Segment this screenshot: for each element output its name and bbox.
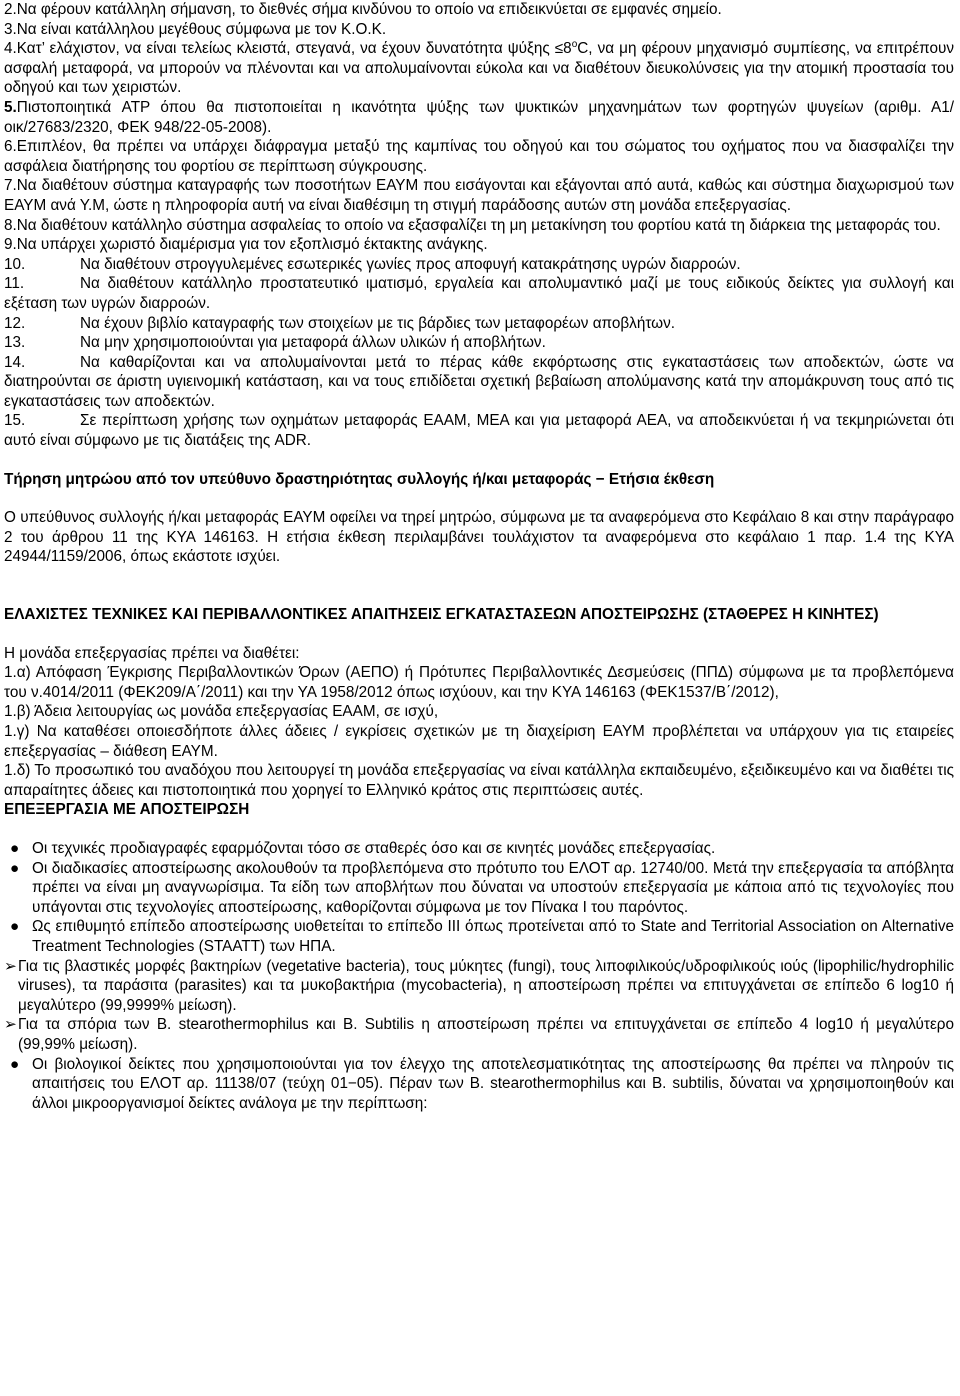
bullet-item: [4, 839, 954, 859]
list-item-text: Να διαθέτουν κατάλληλο προστατευτικό ιματισμό, εργαλεία και απολυμαντικό μαζί με τους ειδικούς δείκτες για συλλογή και εξέταση των υγρών διαρροών.: [4, 275, 954, 312]
list-item-2: 2.Να φέρουν κατάλληλη σήμανση, το διεθνές σήμα κινδύνου το οποίο να επιδεικνύεται σε εμφανές σημείο.: [4, 1, 722, 18]
list-item-text: Να διαθέτουν στρογγυλεμένες εσωτερικές γωνίες προς αποφυγή κατακράτησης υγρών διαρροών.: [80, 255, 741, 273]
list-number: 15.: [4, 412, 26, 430]
list-item-12: [4, 314, 954, 334]
arrow-icon: ➢: [4, 957, 17, 975]
list-item-5-text: 5.Πιστοποιητικά ATP όπου θα πιστοποιείται η ικανότητα ψύξης των ψυκτικών μηχανημάτων των φορτηγών ψυγείων (αριθμ. Α1/οικ/27683/2320, ΦΕΚ 948/22-05-2008).: [4, 98, 954, 136]
bullet-text: Οι τεχνικές προδιαγραφές εφαρμόζονται τόσο σε σταθερές όσο και σε κινητές μονάδες επεξεργασίας.: [32, 839, 716, 857]
list-item-text: Να έχουν βιβλίο καταγραφής των στοιχείων με τις βάρδιες των μεταφορέων αποβλήτων.: [80, 314, 676, 332]
bullet-item: [4, 917, 954, 956]
spacer: [4, 567, 954, 605]
list-item-text: Να καθαρίζονται και να απολυμαίνονται μετά το πέρας κάθε εκφόρτωσης στις εγκαταστάσεις των αποδεκτών, ώστε να διατηρούνται σε άριστη υγιεινομική κατάσταση, και να τους επιδίδεται σχετική βεβαίωση απολύμανσης κατά την απομάκρυνση τους από τις εγκαταστάσεις των αποδεκτών.: [4, 353, 954, 410]
bullet-icon: ●: [10, 918, 20, 936]
bullet-icon: ●: [10, 839, 20, 857]
list-item-11: [4, 274, 954, 313]
list-item-4-text: 4.Κατ’ ελάχιστον, να είναι τελείως κλειστά, στεγανά, να έχουν δυνατότητα ψύξης ≤8: [4, 40, 572, 58]
list-number: 13.: [4, 334, 26, 352]
spacer: [4, 625, 954, 644]
list-number: 14.: [4, 353, 26, 371]
list-item-15: [4, 411, 954, 450]
arrow-text: Για τα σπόρια των B. stearothermophilus και B. Subtilis η αποστείρωση πρέπει να επιτυγχάνεται σε επίπεδο 4 log10 ή μεγαλύτερο (99,99% μείωση).: [18, 1016, 954, 1053]
bullet-text: Οι διαδικασίες αποστείρωσης ακολουθούν τα προβλεπόμενα στο πρότυπο του ΕΛΟΤ αρ. 12740/00. Μετά την επεξεργασία τα απόβλητα πρέπει να είναι μη αναγνωρίσιμα. Τα είδη των αποβλήτων που δύναται να υποστούν επεξεργασία με κάποια από τις τεχνολογίες που υπάγονται στις τεχνολογίες αποστείρωσης, καθορίζονται σύμφωνα με τον Πίνακα Ι του παρόντος.: [32, 859, 954, 916]
bullet-text: Ως επιθυμητό επίπεδο αποστείρωσης υιοθετείται το επίπεδο ΙΙΙ όπως προτείνεται από το State and Territorial Association on Alternative Treatment Technologies (STAATT) των ΗΠΑ.: [32, 918, 954, 955]
min-requirements-heading: ΕΛΑΧΙΣΤΕΣ ΤΕΧΝΙΚΕΣ ΚΑΙ ΠΕΡΙΒΑΛΛΟΝΤΙΚΕΣ ΑΠΑΙΤΗΣΕΙΣ ΕΓΚΑΤΑΣΤΑΣΕΩΝ ΑΠΟΣΤΕΙΡΩΣΗΣ (ΣΤΑΘΕΡΕΣ Η ΚΙΝΗΤΕΣ): [4, 606, 879, 624]
registry-paragraph: Ο υπεύθυνος συλλογής ή/και μεταφοράς ΕΑΥΜ οφείλει να τηρεί μητρώο, σύμφωνα με τα αναφερόμενα στο Κεφάλαιο 8 και στην παράγραφο 2 του άρθρου 11 της ΚΥΑ 146163. Η ετήσια έκθεση περιλαμβάνει τουλάχιστον τα αναφερόμενα στο κεφάλαιο 1 παρ. 1.4 της ΚΥΑ 24944/1159/2006, όπως εκάστοτε ισχύει.: [4, 509, 954, 566]
arrow-item: [4, 957, 954, 1016]
list-item-3: 3.Να είναι κατάλληλου μεγέθους σύμφωνα με τον Κ.Ο.Κ.: [4, 20, 387, 38]
list-item-7: 7.Να διαθέτουν σύστημα καταγραφής των ποσοτήτων ΕΑΥΜ που εισάγονται και εξάγονται από αυτά, καθώς και σύστημα διαχωρισμού των ΕΑΥΜ ανά Υ.Μ, ώστε η πληροφορία αυτή να είναι διαθέσιμη τη στιγμή παράδοσης αυτών στη μονάδα επεξεργασίας.: [4, 177, 954, 214]
list-item-5: [4, 98, 954, 137]
bullet-item: [4, 1055, 954, 1114]
list-number: 10.: [4, 255, 26, 273]
document-page: [4, 0, 954, 1113]
bullet-item: [4, 859, 954, 918]
unit-item-1a: 1.α) Απόφαση Έγκρισης Περιβαλλοντικών Όρων (ΑΕΠΟ) ή Πρότυπες Περιβαλλοντικές Δεσμεύσεις (ΠΠΔ) σύμφωνα με τα προβλεπόμενα του ν.4014/2011 (ΦΕΚ209/Α΄/2011) και την ΥΑ 1958/2012 όπως ισχύουν, και την ΚΥΑ 146163 (ΦΕΚ1537/Β΄/2012),: [4, 664, 954, 701]
spacer: [4, 451, 954, 470]
bullet-text: Οι βιολογικοί δείκτες που χρησιμοποιούνται για τον έλεγχο της αποτελεσματικότητας της αποστείρωσης θα πρέπει να πληρούν τις απαιτήσεις του ΕΛΟΤ αρ. 11138/07 (τεύχη 01−05). Πέραν των B. stearothermophilus και B. subtilis, δύναται να χρησιμοποιηθούν και άλλοι μικροοργανισμοί δείκτες ανάλογα με την περίπτωση:: [32, 1055, 954, 1112]
unit-item-1b: 1.β) Άδεια λειτουργίας ως μονάδα επεξεργασίας ΕΑΑΜ, σε ισχύ,: [4, 703, 439, 721]
list-number: 11.: [4, 275, 25, 293]
list-item-9: 9.Να υπάρχει χωριστό διαμέρισμα για τον εξοπλισμό έκτακτης ανάγκης.: [4, 236, 488, 254]
list-item-8: 8.Να διαθέτουν κατάλληλο σύστημα ασφαλείας το οποίο να εξασφαλίζει τη μη μετακίνηση του φορτίου κατά τη διάρκεια της μεταφοράς του.: [4, 216, 941, 234]
unit-item-1c: 1.γ) Να καταθέσει οποιεσδήποτε άλλες άδειες / εγκρίσεις σχετικών με τη διαχείριση ΕΑΥΜ προβλέπεται να υπάρχουν για τις εταιρείες επεξεργασίας – διάθεση ΕΑΥΜ.: [4, 723, 954, 760]
list-item-6: 6.Επιπλέον, θα πρέπει να υπάρχει διάφραγμα μεταξύ της καμπίνας του οδηγού και του σώματος του οχήματος που να διασφαλίζει την ασφάλεια διατήρησης του φορτίου σε περίπτωση σύγκρουσης.: [4, 138, 954, 175]
arrow-item: [4, 1015, 954, 1054]
list-item-text: Σε περίπτωση χρήσης των οχημάτων μεταφοράς ΕΑΑΜ, ΜΕΑ και για μεταφορά ΑΕΑ, να αποδεικνύεται ή να τεκμηριώνεται ότι αυτό είναι σύμφωνο με τις διατάξεις της ADR.: [4, 412, 954, 450]
list-item-14: [4, 353, 954, 412]
spacer: [4, 820, 954, 839]
list-item-4: [4, 39, 954, 98]
list-item-13: [4, 333, 954, 353]
unit-intro: Η μονάδα επεξεργασίας πρέπει να διαθέτει:: [4, 644, 300, 662]
spacer: [4, 489, 954, 508]
bullet-icon: ●: [10, 859, 20, 877]
sterilization-list: [4, 839, 954, 1113]
degree-mark: ο: [571, 39, 578, 51]
list-item-4-rest: C, να μη φέρουν μηχανισμό συμπίεσης, να επιτρέπουν ασφαλή μεταφορά, να μπορούν να πλένονται και να απολυμαίνονται εύκολα και να διαθέτουν διευκολύνσεις για την ατομική προστασία του οδηγού και των χειριστών.: [4, 40, 954, 97]
registry-heading: Τήρηση μητρώου από τον υπεύθυνο δραστηριότητας συλλογής ή/και μεταφοράς − Ετήσια έκθεση: [4, 470, 715, 488]
list-item-10: [4, 255, 954, 275]
bullet-icon: ●: [10, 1055, 20, 1073]
arrow-text: Για τις βλαστικές μορφές βακτηρίων (vegetative bacteria), τους μύκητες (fungi), τους λιποφιλικούς/υδροφιλικούς ιούς (lipophilic/hydrophilic viruses), τα παράσιτα (parasites) και τα μυκοβακτήρια (mycobacteria), η αποστείρωση πρέπει να επιτυγχάνεται σε επίπεδο 6 log10 ή μεγαλύτερο (99,9999% μείωση).: [18, 957, 954, 1014]
list-number: 5.: [4, 98, 17, 116]
sterilization-heading: ΕΠΕΞΕΡΓΑΣΙΑ ΜΕ ΑΠΟΣΤΕΙΡΩΣΗ: [4, 801, 250, 819]
unit-item-1d: 1.δ) Το προσωπικό του αναδόχου που λειτουργεί τη μονάδα επεξεργασίας να είναι κατάλληλα εκπαιδευμένο, εξειδικευμένο και να διαθέτει τις απαραίτητες άδειες και πιστοποιητικά που χορηγεί το Ελληνικό κράτος στις περιπτώσεις αυτές.: [4, 762, 954, 799]
list-number: 12.: [4, 314, 26, 332]
list-item-text: Να μην χρησιμοποιούνται για μεταφορά άλλων υλικών ή αποβλήτων.: [80, 334, 546, 352]
arrow-icon: ➢: [4, 1016, 17, 1034]
